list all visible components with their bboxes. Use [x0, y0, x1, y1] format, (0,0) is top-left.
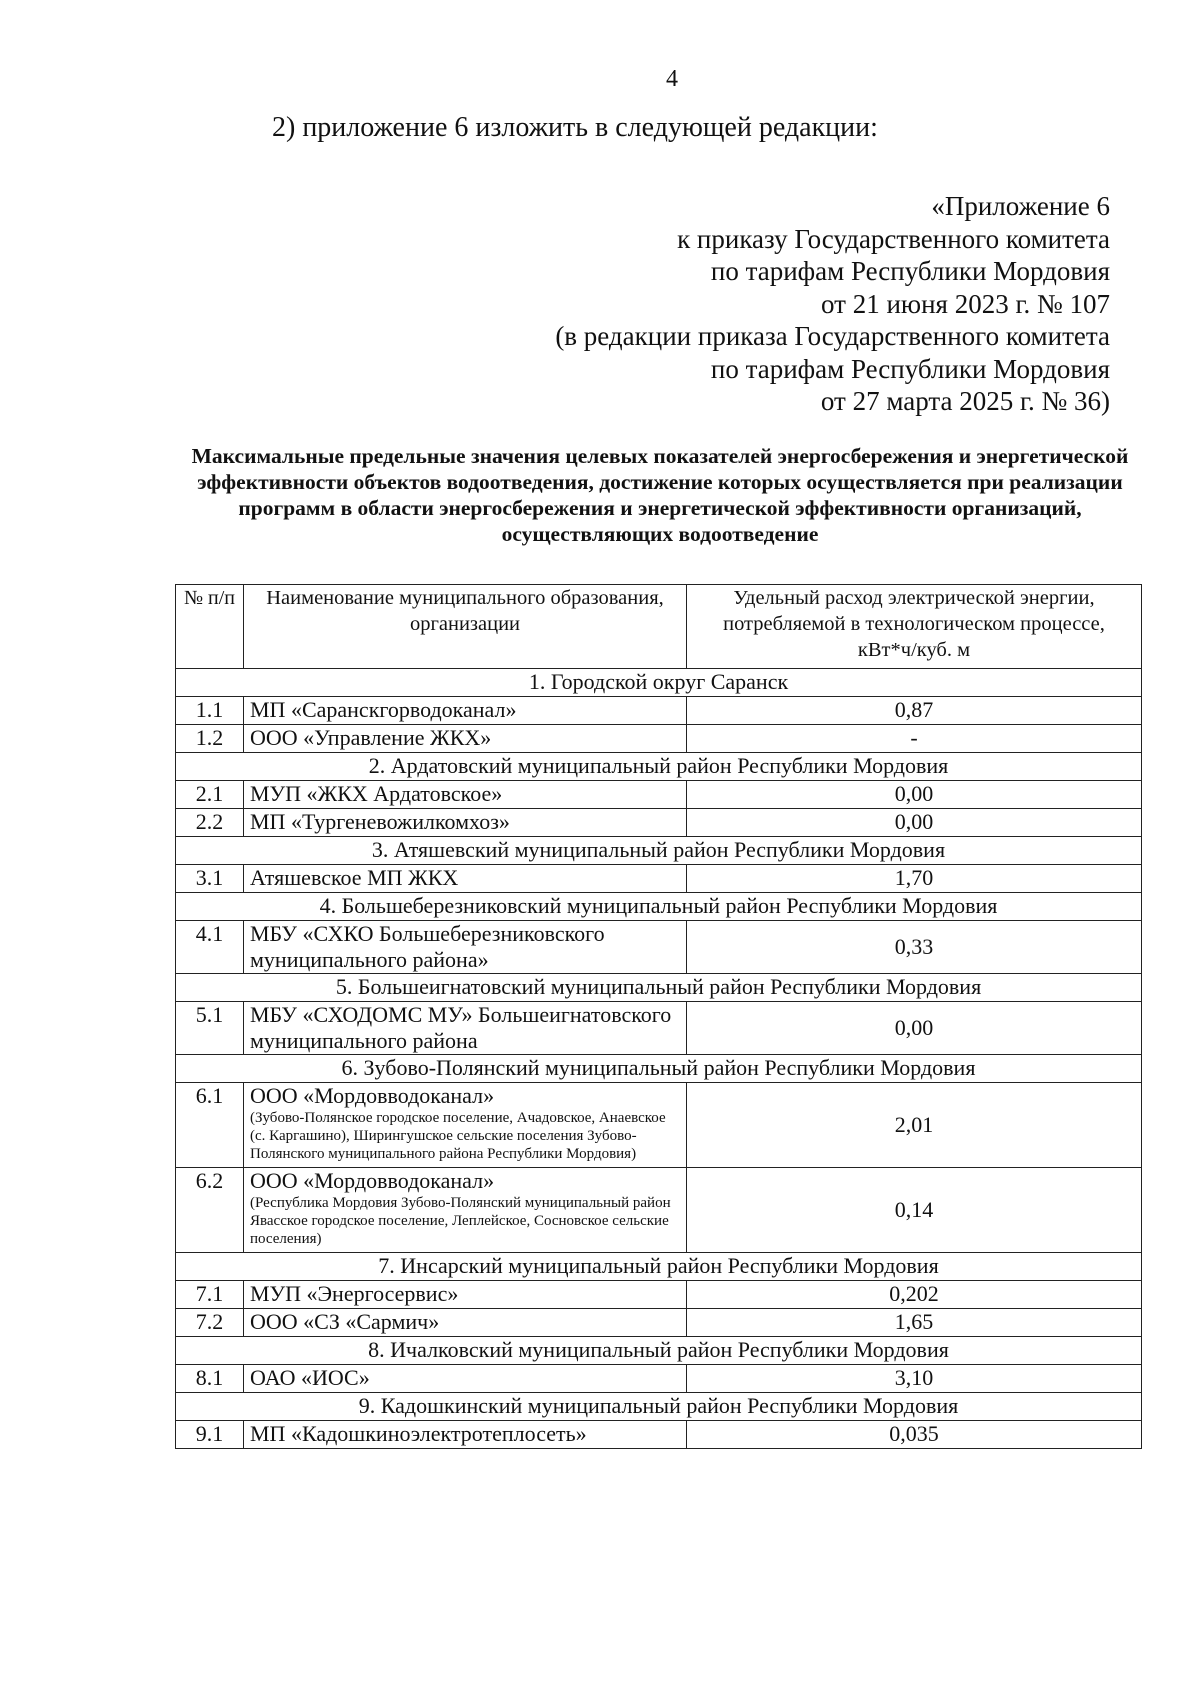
appendix-line: «Приложение 6: [931, 191, 1110, 221]
energy-consumption-value: 0,00: [687, 781, 1142, 809]
header-name: Наименование муниципального образования, организации: [244, 585, 687, 669]
organization-cell: [244, 865, 687, 893]
organization-name: МУП «ЖКХ Ардатовское»: [250, 781, 503, 806]
appendix-line: по тарифам Республики Мордовия: [710, 353, 1110, 384]
section-title: 1. Городской округ Саранск: [176, 669, 1142, 697]
organization-name: МП «Кадошкиноэлектротеплосеть»: [250, 1421, 587, 1446]
table-row: [176, 1002, 1142, 1055]
table-row: [176, 1365, 1142, 1393]
energy-consumption-value: 0,035: [687, 1421, 1142, 1449]
organization-name: МП «Тургеневожилкомхоз»: [250, 809, 510, 834]
section-title: 7. Инсарский муниципальный район Республики Мордовия: [176, 1253, 1142, 1281]
appendix-line: к приказу Государственного комитета: [677, 223, 1110, 254]
table-row: [176, 1309, 1142, 1337]
organization-name: МУП «Энергосервис»: [250, 1281, 459, 1306]
page-number: 4: [666, 66, 678, 92]
table-row: [176, 697, 1142, 725]
organization-name: ОАО «ИОС»: [250, 1365, 370, 1390]
row-number: 4.1: [176, 921, 244, 974]
row-number: 3.1: [176, 865, 244, 893]
row-number: 2.2: [176, 809, 244, 837]
organization-name: Атяшевское МП ЖКХ: [250, 865, 459, 890]
table-header-row: [176, 585, 1142, 669]
appendix-reference: [555, 190, 1110, 418]
organization-name: ООО «СЗ «Сармич»: [250, 1309, 440, 1334]
row-number: 8.1: [176, 1365, 244, 1393]
table-row: [176, 865, 1142, 893]
header-value: Удельный расход электрической энергии, потребляемой в технологическом процессе, кВт*ч/куб. м: [687, 585, 1142, 669]
energy-consumption-value: 0,14: [687, 1168, 1142, 1253]
appendix-line: от 27 марта 2025 г. № 36): [820, 386, 1110, 416]
table-row: [176, 809, 1142, 837]
organization-cell: [244, 725, 687, 753]
appendix-line: по тарифам Республики Мордовия: [710, 256, 1110, 286]
organization-cell: [244, 1421, 687, 1449]
table-row: [176, 1083, 1142, 1168]
row-number: 7.2: [176, 1309, 244, 1337]
document-title: Максимальные предельные значения целевых показателей энергосбережения и энергетической эффективности объектов водоотведения, достижение которых осуществляется при реализации программ в области энергосбережения и энергетической эффективности организаций, осуществляющих водоотведение: [191, 444, 1129, 546]
organization-note: (Республика Мордовия Зубово-Полянский муниципальный район Явасское городское поселение, Леплейское, Сосновское сельские поселения): [250, 1195, 671, 1247]
section-title: 8. Ичалковский муниципальный район Республики Мордовия: [176, 1337, 1142, 1365]
section-title: 2. Ардатовский муниципальный район Республики Мордовия: [176, 753, 1142, 781]
tariff-table: [175, 584, 1142, 1449]
organization-cell: [244, 1281, 687, 1309]
organization-name: МП «Саранскгорводоканал»: [250, 697, 517, 722]
organization-name: ООО «Мордовводоканал»: [250, 1083, 495, 1108]
row-number: 5.1: [176, 1002, 244, 1055]
row-number: 1.1: [176, 697, 244, 725]
energy-consumption-value: 0,00: [687, 1002, 1142, 1055]
section-row: [176, 753, 1142, 781]
table-row: [176, 1281, 1142, 1309]
row-number: 6.1: [176, 1083, 244, 1168]
organization-cell: [244, 697, 687, 725]
section-row: [176, 1337, 1142, 1365]
energy-consumption-value: 0,87: [687, 697, 1142, 725]
section-title: 4. Большеберезниковский муниципальный район Республики Мордовия: [176, 893, 1142, 921]
row-number: 7.1: [176, 1281, 244, 1309]
organization-cell: [244, 1168, 687, 1253]
section-row: [176, 669, 1142, 697]
row-number: 1.2: [176, 725, 244, 753]
organization-note: (Зубово-Полянское городское поселение, Ачадовское, Анаевское (с. Каргашино), Ширингушское сельские поселения Зубово-Полянского муниципального района Республики Мордовия): [250, 1110, 666, 1162]
organization-name: ООО «Управление ЖКХ»: [250, 725, 492, 750]
section-title: 6. Зубово-Полянский муниципальный район Республики Мордовия: [176, 1055, 1142, 1083]
energy-consumption-value: 1,70: [687, 865, 1142, 893]
organization-name: МБУ «СХОДОМС МУ» Большеигнатовского муниципального района: [250, 1002, 672, 1053]
table-row: [176, 725, 1142, 753]
intro-paragraph: 2) приложение 6 изложить в следующей редакции:: [272, 112, 878, 143]
organization-name: ООО «Мордовводоканал»: [250, 1168, 495, 1193]
organization-cell: [244, 809, 687, 837]
organization-cell: [244, 1083, 687, 1168]
table-body: [176, 669, 1142, 1449]
energy-consumption-value: -: [687, 725, 1142, 753]
section-row: [176, 893, 1142, 921]
energy-consumption-value: 1,65: [687, 1309, 1142, 1337]
energy-consumption-value: 2,01: [687, 1083, 1142, 1168]
energy-consumption-value: 0,00: [687, 809, 1142, 837]
organization-cell: [244, 1002, 687, 1055]
table-row: [176, 1168, 1142, 1253]
header-number: № п/п: [176, 585, 244, 669]
section-row: [176, 1393, 1142, 1421]
section-title: 9. Кадошкинский муниципальный район Республики Мордовия: [176, 1393, 1142, 1421]
appendix-line: от 21 июня 2023 г. № 107: [821, 288, 1110, 319]
energy-consumption-value: 3,10: [687, 1365, 1142, 1393]
organization-cell: [244, 1365, 687, 1393]
organization-name: МБУ «СХКО Большеберезниковского муниципального района»: [250, 921, 605, 972]
section-title: 3. Атяшевский муниципальный район Республики Мордовия: [176, 837, 1142, 865]
energy-consumption-value: 0,33: [687, 921, 1142, 974]
row-number: 2.1: [176, 781, 244, 809]
section-row: [176, 1055, 1142, 1083]
row-number: 9.1: [176, 1421, 244, 1449]
section-title: 5. Большеигнатовский муниципальный район Республики Мордовия: [176, 974, 1142, 1002]
section-row: [176, 974, 1142, 1002]
energy-consumption-value: 0,202: [687, 1281, 1142, 1309]
organization-cell: [244, 1309, 687, 1337]
organization-cell: [244, 781, 687, 809]
table-row: [176, 1421, 1142, 1449]
section-row: [176, 1253, 1142, 1281]
table-row: [176, 921, 1142, 974]
row-number: 6.2: [176, 1168, 244, 1253]
section-row: [176, 837, 1142, 865]
table-row: [176, 781, 1142, 809]
organization-cell: [244, 921, 687, 974]
appendix-line: (в редакции приказа Государственного комитета: [555, 321, 1110, 351]
